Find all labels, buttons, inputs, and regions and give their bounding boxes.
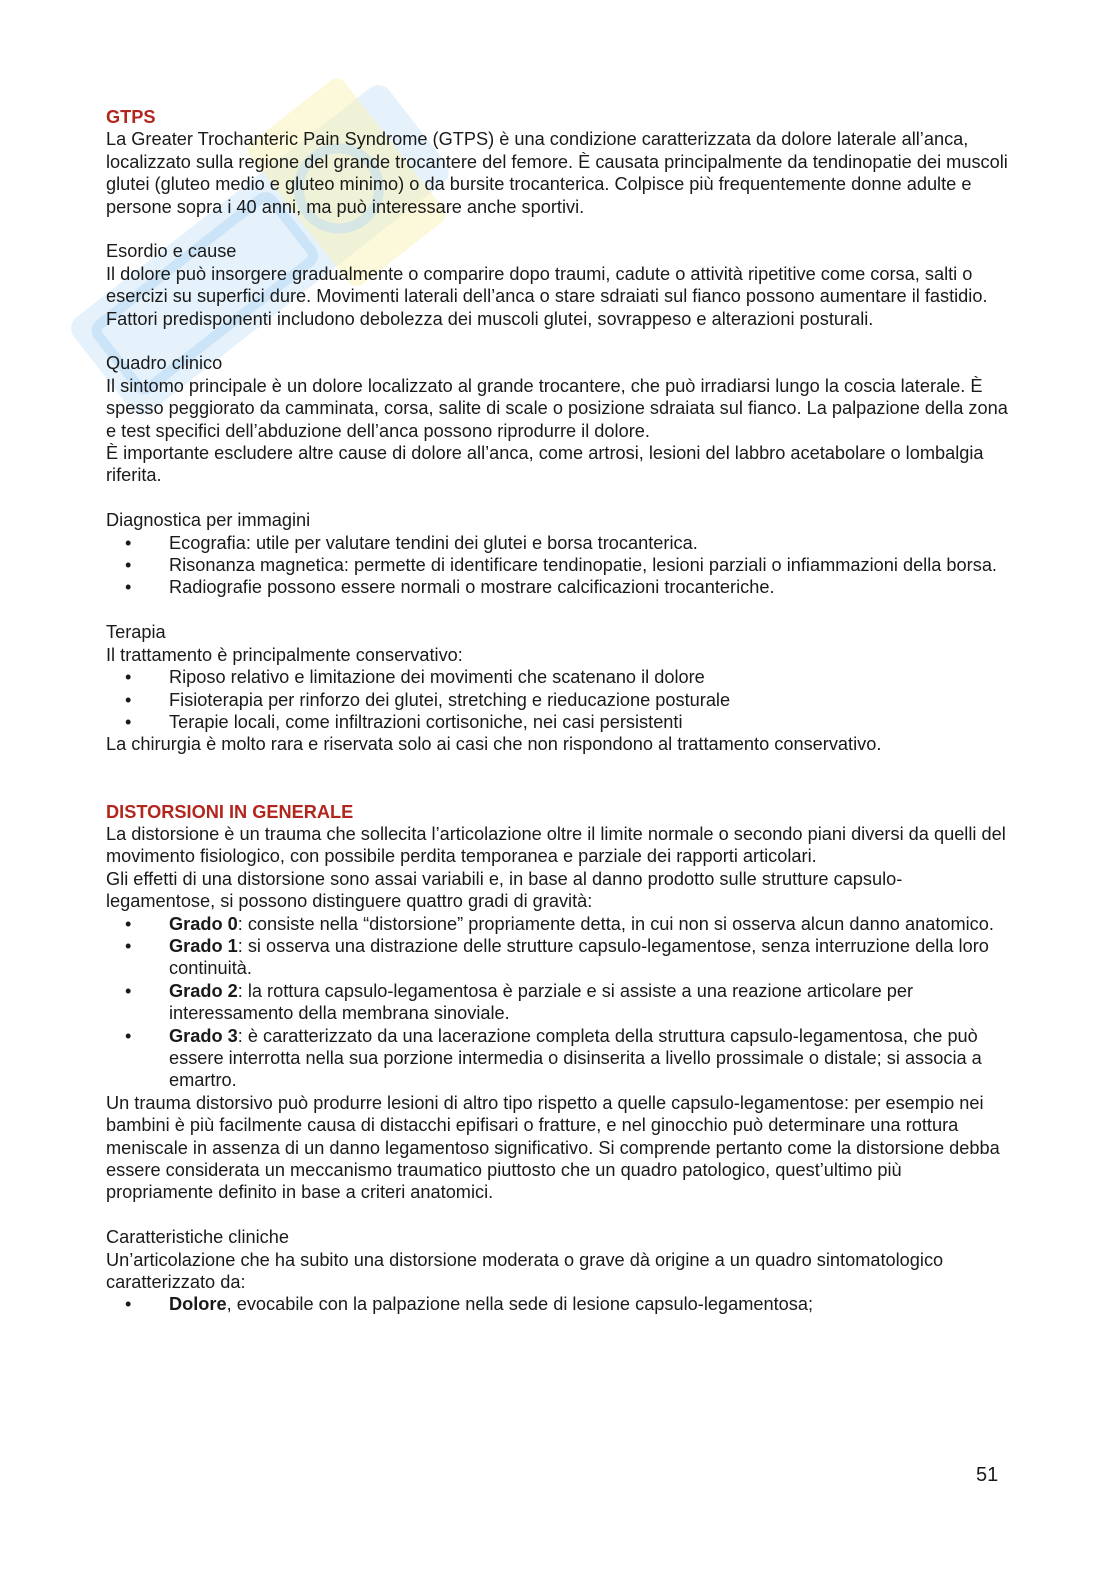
subsection-title-caratteristiche: Caratteristiche cliniche bbox=[106, 1227, 289, 1248]
bullet: • bbox=[125, 980, 132, 1001]
subsection-title-esordio: Esordio e cause bbox=[106, 241, 237, 262]
esordio-text: Il dolore può insorgere gradualmente o comparire dopo traumi, cadute o attività ripetitive come corsa, salti o esercizi su superfici dure. Movimenti laterali dell’anca o stare sdraiati sul fianco possono aumentare il fastidio. Fattori predisponenti includono debolezza dei muscoli glutei, sovrappeso e alterazioni posturali. bbox=[106, 263, 988, 329]
list-item: • Ecografia: utile per valutare tendini dei glutei e borsa trocanterica. bbox=[125, 532, 698, 553]
terapia-outro: La chirurgia è molto rara e riservata solo ai casi che non rispondono al trattamento conservativo. bbox=[106, 734, 882, 755]
bullet: • bbox=[125, 577, 132, 598]
bullet: • bbox=[125, 1025, 132, 1046]
gradi-list bbox=[106, 913, 1011, 1092]
distorsioni-p1: La distorsione è un trauma che sollecita l’articolazione oltre il limite normale o secondo piani diversi da quelli del movimento fisiologico, con possibile perdita temporanea e parziale dei rapporti articolari. bbox=[106, 823, 1006, 867]
bullet: • bbox=[125, 667, 132, 688]
list-item: • Riposo relativo e limitazione dei movimenti che scatenano il dolore bbox=[125, 667, 705, 688]
diagnostica-list bbox=[106, 532, 1011, 599]
list-item: • Radiografie possono essere normali o mostrare calcificazioni trocanteriche. bbox=[125, 577, 775, 598]
distorsioni-p2: Gli effetti di una distorsione sono assai variabili e, in base al danno prodotto sulle strutture capsulo-legamentose, si possono distinguere quattro gradi di gravità: bbox=[106, 868, 903, 912]
subsection-title-terapia: Terapia bbox=[106, 622, 166, 643]
list-item: • Grado 3: è caratterizzato da una lacerazione completa della struttura capsulo-legamentosa, che può essere interrotta nella sua porzione intermedia o disinserita a livello prossimale o distale; si associa a emartro. bbox=[125, 1025, 982, 1091]
bullet: • bbox=[125, 711, 132, 732]
page-number: 51 bbox=[976, 1464, 999, 1486]
list-item: • Grado 1: si osserva una distrazione delle strutture capsulo-legamentose, senza interruzione della loro continuità. bbox=[125, 935, 989, 979]
terapia-list bbox=[106, 666, 1011, 733]
subsection-title-quadro: Quadro clinico bbox=[106, 353, 223, 374]
gtps-intro: La Greater Trochanteric Pain Syndrome (GTPS) è una condizione caratterizzata da dolore laterale all’anca, localizzato sulla regione del grande trocantere del femore. È causata principalmente da tendinopatie dei muscoli glutei (gluteo medio e gluteo minimo) o da bursite trocanterica. Colpisce più frequentemente donne adulte e persone sopra i 40 anni, ma può interessare anche sportivi. bbox=[106, 129, 1008, 217]
caratteristiche-intro: Un’articolazione che ha subito una distorsione moderata o grave dà origine a un quadro sintomatologico caratterizzato da: bbox=[106, 1249, 944, 1293]
list-item: • Risonanza magnetica: permette di identificare tendinopatie, lesioni parziali o infiammazioni della borsa. bbox=[125, 555, 997, 576]
list-item: • Terapie locali, come infiltrazioni cortisoniche, nei casi persistenti bbox=[125, 711, 683, 732]
quadro-text-2: È importante escludere altre cause di dolore all’anca, come artrosi, lesioni del labbro acetabolare o lombalgia riferita. bbox=[106, 443, 984, 486]
bullet: • bbox=[125, 935, 132, 956]
list-item: • Grado 0: consiste nella “distorsione” propriamente detta, in cui non si osserva alcun danno anatomico. bbox=[125, 913, 994, 934]
quadro-text: Il sintomo principale è un dolore localizzato al grande trocantere, che può irradiarsi lungo la coscia laterale. È spesso peggiorato da camminata, corsa, salite di scale o posizione sdraiata sul fianco. La palpazione della zona e test specifici dell’abduzione dell’anca possono riprodurre il dolore. bbox=[106, 375, 1008, 441]
list-item: • Dolore, evocabile con la palpazione nella sede di lesione capsulo-legamentosa; bbox=[125, 1294, 814, 1315]
section-title-distorsioni: DISTORSIONI IN GENERALE bbox=[106, 801, 354, 822]
bullet: • bbox=[125, 1294, 132, 1315]
bullet: • bbox=[125, 913, 132, 934]
list-item: • Fisioterapia per rinforzo dei glutei, stretching e rieducazione posturale bbox=[125, 689, 731, 710]
caratteristiche-list bbox=[106, 1293, 1011, 1315]
subsection-title-diagnostica: Diagnostica per immagini bbox=[106, 510, 311, 531]
list-item: • Grado 2: la rottura capsulo-legamentosa è parziale e si assiste a una reazione articolare per interessamento della membrana sinoviale. bbox=[125, 980, 914, 1024]
bullet: • bbox=[125, 555, 132, 576]
distorsioni-p3: Un trauma distorsivo può produrre lesioni di altro tipo rispetto a quelle capsulo-legamentose: per esempio nei bambini è più facilmente causa di distacchi epifisari o fratture, e nel ginocchio può determinare una rottura meniscale in assenza di un danno legamentoso significativo. Si comprende pertanto come la distorsione debba essere considerata un meccanismo traumatico piuttosto che un quadro patologico, quest’ultimo più propriamente definito in base a criteri anatomici. bbox=[106, 1092, 1000, 1203]
section-title-gtps: GTPS bbox=[106, 107, 156, 127]
bullet: • bbox=[125, 532, 132, 553]
document-page bbox=[106, 106, 1011, 1316]
terapia-intro: Il trattamento è principalmente conservativo: bbox=[106, 644, 463, 665]
bullet: • bbox=[125, 689, 132, 710]
